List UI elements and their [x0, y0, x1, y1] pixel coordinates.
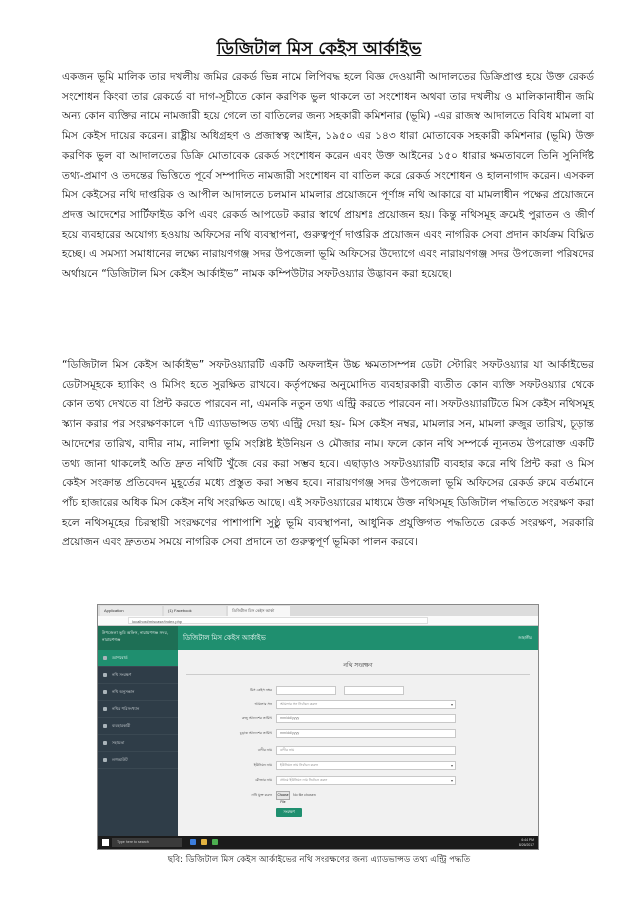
task-view-icon[interactable] — [190, 839, 196, 845]
url-field[interactable]: localhost/miscase/index.php — [128, 617, 428, 624]
dashboard-icon — [103, 656, 107, 660]
browser-tab-bar — [98, 605, 538, 616]
help-icon — [103, 741, 107, 745]
union-select[interactable]: ইউনিয়ন নাম নির্বাচন করুন ▾ — [276, 761, 456, 770]
chart-icon — [103, 707, 107, 711]
sidebar-item-search[interactable]: নথি অনুসন্ধান — [98, 684, 178, 701]
software-screenshot — [97, 604, 539, 850]
sidebar-item-users[interactable]: ব্যবহারকারী — [98, 718, 178, 735]
filing-date-input[interactable]: mm/dd/yyyy — [276, 714, 456, 723]
plaintiff-name-input[interactable]: বাদীর নাম — [276, 746, 456, 755]
file-icon — [103, 673, 107, 677]
mouza-select[interactable]: প্রথমে ইউনিয়ন নাম নির্বাচন করুন ▾ — [276, 776, 456, 785]
user-icon — [103, 724, 107, 728]
address-bar — [98, 616, 538, 626]
app-sidebar — [98, 626, 178, 836]
page-title: ডিজিটাল মিস কেইস আর্কাইভ — [216, 39, 422, 59]
taskbar — [98, 836, 538, 849]
final-order-date-input[interactable]: mm/dd/yyyy — [276, 729, 456, 738]
chrome-icon[interactable] — [212, 839, 218, 845]
search-icon — [103, 690, 107, 694]
form-panel — [178, 650, 538, 836]
form-row-case-number: মিস কেইস নম্বর — [194, 686, 494, 696]
case-number-input-2[interactable] — [344, 686, 404, 695]
case-year-select[interactable]: আমলার সন নির্বাচন করুন ▾ — [276, 700, 456, 709]
taskbar-clock: 6:44 PM 8/26/2017 — [518, 838, 534, 847]
browser-tab-active[interactable]: ডিজিটাল মিস কেইস আর্কা — [228, 606, 290, 616]
choose-file-button[interactable]: Choose File — [277, 793, 289, 804]
save-button[interactable]: সংরক্ষণ — [276, 808, 302, 817]
sidebar-item-dashboard[interactable]: ড্যাশবোর্ড — [98, 650, 178, 667]
app-header — [178, 626, 538, 650]
browser-tab[interactable]: (1) Facebook — [164, 606, 226, 616]
form-row-attachment: নথি যুক্ত করুন Choose File No file chosen — [251, 793, 316, 804]
sidebar-item-logout[interactable]: লগআউট — [98, 752, 178, 769]
form-title: নথি সংরক্ষণ — [343, 663, 373, 669]
form-row-mouza: মৌজার নাম প্রথমে ইউনিয়ন নাম নির্বাচন করুন ▾ — [194, 776, 494, 786]
paragraph-intro: একজন ভূমি মালিক তার দখলীয় জমির রেকর্ড ভিন্ন নামে লিপিবদ্ধ হলে বিজ্ঞ দেওয়ানী আদালতের ডিক্রিপ্রাপ্ত হয়ে উক্ত রেকর্ড সংশোধন কিংবা তার রেকর্ডে বা দাগ-সূচীতে কোন করণিক ভুল থাকলে তা সংশোধন অথবা তার দখলীয় ও মালিকানাধীন জমি অন্য কোন ব্যক্তির নামে নামজারী হয়ে গেলে তা বাতিলের জন্য সহকারী কমিশনার (ভূমি) -এর রাজস্ব আদালতে বিবিধ মামলা বা মিস কেইস দায়ের করেন। রাষ্ট্রীয় অধিগ্রহণ ও প্রজাস্বত্ব আইন, ১৯৫০ এর ১৪৩ ধারা মোতাবেক সহকারী কমিশনার (ভূমি) উক্ত করণিক ভুল বা আদালতের ডিক্রি মোতাবেক রেকর্ড সংশোধন করেন এবং উক্ত আইনের ১৫০ ধারার ক্ষমতাবলে তিনি সুনির্দিষ্ট তথ্য-প্রমাণ ও তদন্তের ভিত্তিতে পূর্বে সম্পাদিত নামজারী সংশোধন বা বাতিল করে রেকর্ড সংশোধন ও হালনাগাদ করেন। এসকল মিস কেইসের নথি দাপ্তরিক ও আপীল আদালতে চলমান মামলার প্রয়োজনে পূর্ণাঙ্গ নথি আকারে বা মামলাধীন পক্ষের প্রয়োজনে প্রদত্ত আদেশের সার্টিফাইড কপি এবং রেকর্ড আপডেট করার স্বার্থে প্রায়শঃ প্রয়োজন হয়। কিন্তু নথিসমূহ ক্রমেই পুরাতন ও জীর্ণ হয়ে ব্যবহারের অযোগ্য হওয়ায় অফিসের নথি ব্যবস্থাপনা, গুরুত্বপূর্ণ দাপ্তরিক প্রয়োজন এবং নাগরিক সেবা প্রদান কার্যক্রম বিঘ্নিত হচ্ছে। এ সমস্যা সমাধানের লক্ষ্যে নারায়ণগঞ্জ সদর উপজেলা ভূমি অফিসের উদ্যোগে এবং নারায়ণগঞ্জ সদর উপজেলা পরিষদের অর্থায়নে “ডিজিটাল মিস কেইস আর্কাইভ” নামক কম্পিউটার সফটওয়্যার উদ্ভাবন করা হয়েছে। — [62, 71, 594, 281]
form-row-filing-date: রুজু আদেশের তারিখ mm/dd/yyyy — [194, 714, 494, 724]
sidebar-item-statistics[interactable]: নথির পরিসংখ্যান — [98, 701, 178, 718]
file-status: No file chosen — [293, 793, 316, 797]
sidebar-item-help[interactable]: সহায়তা — [98, 735, 178, 752]
divider — [186, 674, 530, 675]
folder-icon[interactable] — [201, 839, 207, 845]
logout-icon — [103, 758, 107, 762]
sidebar-item-save-record[interactable]: নথি সংরক্ষণ — [98, 667, 178, 684]
form-row-final-order-date: চূড়ান্ত আদেশের তারিখ mm/dd/yyyy — [194, 729, 494, 739]
browser-tab[interactable]: Application — [100, 606, 162, 616]
figure-caption: ছবি: ডিজিটাল মিস কেইস আর্কাইভের নথি সংরক্ষণের জন্য এ্যাডভান্সড তথ্য এন্ট্রি পদ্ধতি — [167, 855, 471, 865]
office-brand: উপজেলা ভূমি অফিস, নারায়ণগঞ্জ সদর, নারায়ণগঞ্জ — [98, 626, 178, 650]
app-title: ডিজিটাল মিস কেইস আর্কাইভ — [183, 635, 266, 642]
case-number-input[interactable] — [276, 686, 336, 695]
windows-start-icon[interactable] — [102, 839, 109, 846]
form-row-plaintiff: বাদীর নাম বাদীর নাম — [194, 746, 494, 756]
user-menu[interactable]: জাহাঙ্গীর — [518, 635, 532, 640]
form-row-case-year: আমলার সন আমলার সন নির্বাচন করুন ▾ — [194, 700, 494, 710]
form-row-union: ইউনিয়ন নাম ইউনিয়ন নাম নির্বাচন করুন ▾ — [194, 761, 494, 771]
taskbar-search[interactable]: Type here to search — [112, 838, 182, 847]
paragraph-software: “ডিজিটাল মিস কেইস আর্কাইভ” সফটওয়্যারটি একটি অফলাইন উচ্চ ক্ষমতাসম্পন্ন ডেটা স্টোরিং সফটওয়্যার যা আর্কাইভের ডেটাসমূহকে হ্যাকিং ও মিসিং হতে সুরক্ষিত রাখবে। কর্তৃপক্ষের অনুমোদিত ব্যবহারকারী ব্যতীত কোন ব্যক্তি সফটওয়্যার থেকে কোন তথ্য দেখতে বা প্রিন্ট করতে পারবেন না, এমনকি নতুন তথ্য এন্ট্রি করতে পারবেন না। সফটওয়্যারটিতে মিস কেইস নথিসমূহ স্ক্যান করার পর সংরক্ষণকালে ৭টি এ্যাডভান্সড তথ্য এন্ট্রি দেয়া হয়- মিস কেইস নম্বর, মামলার সন, মামলা রুজুর তারিখ, চূড়ান্ত আদেশের তারিখ, বাদীর নাম, নালিশা ভূমি সংশ্লিষ্ট ইউনিয়ন ও মৌজার নাম। ফলে কোন নথি সম্পর্কে ন্যূনতম উপরোক্ত একটি তথ্য জানা থাকলেই অতি দ্রুত নথিটি খুঁজে বের করা সম্ভব হবে। এছাড়াও সফটওয়্যারটি ব্যবহার করে নথি প্রিন্ট করা ও মিস কেইস সংক্রান্ত প্রতিবেদন মুহূর্তের মধ্যে প্রস্তুত করা সম্ভব হবে। নারায়ণগঞ্জ সদর উপজেলা ভূমি অফিসের রেকর্ড রুমে বর্তমানে পাঁচ হাজারের অধিক মিস কেইস নথি সংরক্ষিত আছে। এই সফটওয়্যারের মাধ্যমে উক্ত নথিসমূহ ডিজিটাল পদ্ধতিতে সংরক্ষণ করা হলে নথিসমূহের চিরস্থায়ী সংরক্ষণের পাশাপাশি সুষ্ঠু ভূমি ব্যবস্থাপনা, আধুনিক প্রযুক্তিগত পদ্ধতিতে রেকর্ড সংরক্ষণ, সরকারি প্রয়োজন এবং দ্রুততম সময়ে নাগরিক সেবা প্রদানে তা গুরুত্বপূর্ণ ভূমিকা পালন করবে। — [62, 359, 594, 549]
